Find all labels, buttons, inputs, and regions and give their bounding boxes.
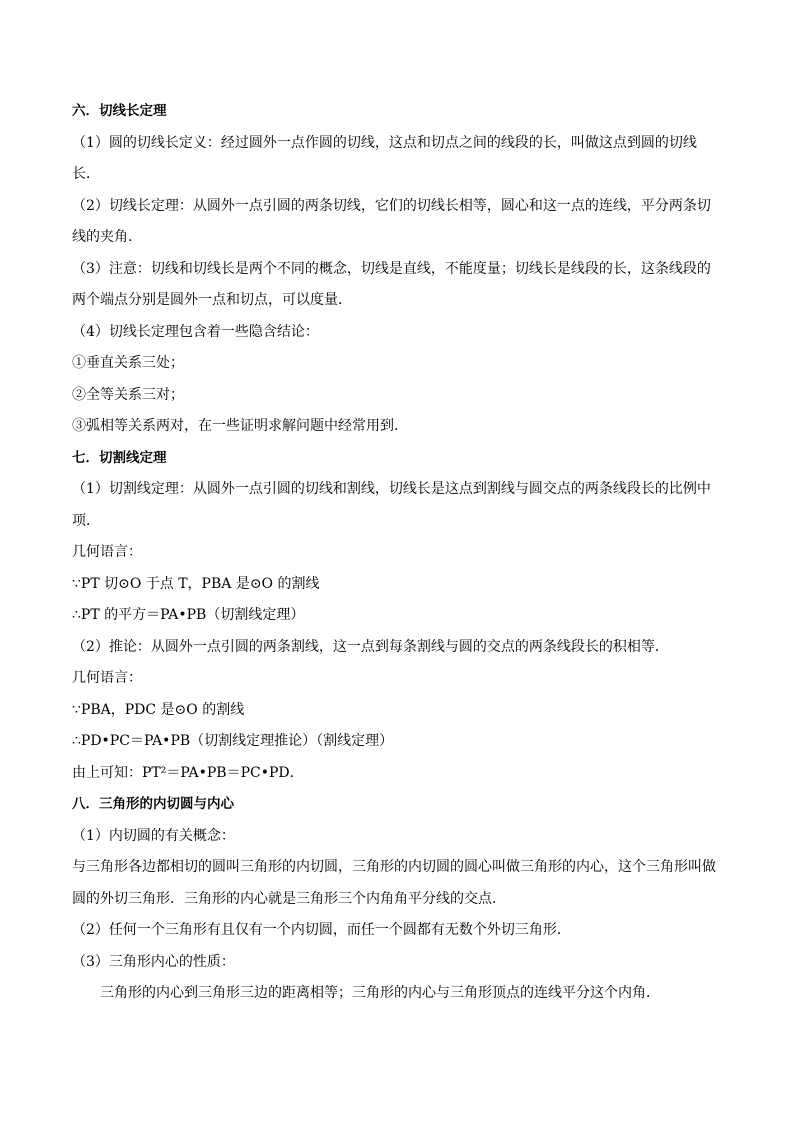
- paragraph-hidden-conclusions: （4）切线长定理包含着一些隐含结论：: [72, 323, 319, 340]
- section-heading-secant-tangent: 七．切割线定理: [72, 449, 167, 466]
- geometry-since-2: ∵PBA，PDC 是⊙O 的割线: [72, 701, 245, 718]
- conclusion-item-2: ②全等关系三对；: [72, 386, 184, 403]
- paragraph-incenter-properties: （3）三角形内心的性质：: [72, 953, 235, 970]
- geometry-language-label-2: 几何语言：: [72, 670, 142, 686]
- paragraph-secant-corollary: （2）推论：从圆外一点引圆的两条割线，这一点到每条割线与圆的交点的两条线段长的积相等．: [72, 638, 669, 655]
- section-heading-tangent-length: 六．切线长定理: [72, 103, 167, 119]
- paragraph-tangent-length-definition: （1）圆的切线长定义：经过圆外一点作圆的切线，这点和切点之间的线段的长，叫做这点到圆的切线长．: [72, 134, 697, 182]
- paragraph-incircle-existence: （2）任何一个三角形有且仅有一个内切圆，而任一个圆都有无数个外切三角形．: [72, 922, 571, 938]
- paragraph-incenter-properties-body: 三角形的内心到三角形三边的距离相等；三角形的内心与三角形顶点的连线平分这个内角．: [100, 985, 660, 1001]
- geometry-conclusion: 由上可知：PT²＝PA•PB＝PC•PD．: [72, 764, 304, 781]
- geometry-therefore-2: ∴PD•PC＝PA•PB（切割线定理推论）（割线定理）: [72, 733, 394, 749]
- paragraph-secant-tangent-theorem: （1）切割线定理：从圆外一点引圆的切线和割线，切线长是这点到割线与圆交点的两条线段长的比例中项．: [72, 481, 711, 529]
- document-page: [72, 96, 732, 1010]
- paragraph-tangent-note: （3）注意：切线和切线长是两个不同的概念，切线是直线，不能度量；切线长是线段的长，这条线段的两个端点分别是圆外一点和切点，可以度量．: [72, 260, 711, 308]
- section-heading-incircle: 八．三角形的内切圆与内心: [72, 796, 234, 812]
- paragraph-tangent-length-theorem: （2）切线长定理：从圆外一点引圆的两条切线，它们的切线长相等，圆心和这一点的连线，平分两条切线的夹角．: [72, 197, 711, 245]
- geometry-since-1: ∵PT 切⊙O 于点 T，PBA 是⊙O 的割线: [72, 575, 320, 592]
- paragraph-incircle-concept: （1）内切圆的有关概念：: [72, 827, 235, 844]
- conclusion-item-3: ③弧相等关系两对，在一些证明求解问题中经常用到．: [72, 418, 408, 434]
- geometry-therefore-1: ∴PT 的平方＝PA•PB（切割线定理）: [72, 607, 305, 623]
- conclusion-item-1: ①垂直关系三处；: [72, 355, 184, 371]
- geometry-language-label-1: 几何语言：: [72, 544, 142, 560]
- paragraph-incircle-definition: 与三角形各边都相切的圆叫三角形的内切圆，三角形的内切圆的圆心叫做三角形的内心，这个三角形叫做圆的外切三角形．三角形的内心就是三角形三个内角角平分线的交点．: [72, 859, 716, 907]
